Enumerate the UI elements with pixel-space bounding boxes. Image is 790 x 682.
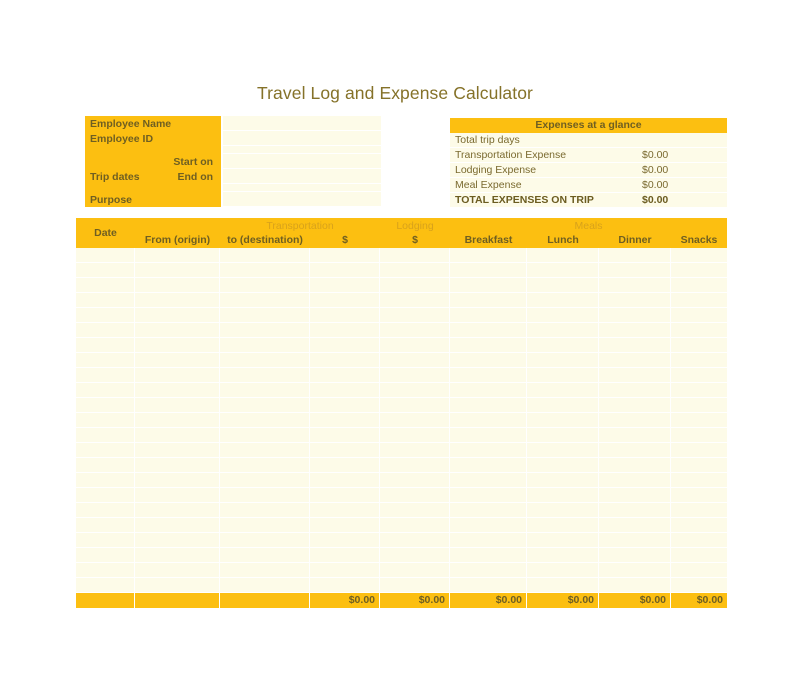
table-cell-from[interactable] [135, 293, 220, 307]
table-cell-lodging_amount[interactable] [380, 353, 450, 367]
table-cell-lunch[interactable] [527, 368, 599, 382]
table-cell-transport_amount[interactable] [310, 293, 380, 307]
table-cell-date[interactable] [76, 368, 135, 382]
table-cell-breakfast[interactable] [450, 533, 527, 547]
table-cell-to[interactable] [220, 533, 310, 547]
travel-log-totals-row [76, 593, 727, 608]
table-cell-lodging_amount[interactable] [380, 533, 450, 547]
table-cell-lunch[interactable] [527, 353, 599, 367]
table-cell-from[interactable] [135, 563, 220, 577]
table-cell-date[interactable] [76, 458, 135, 472]
info-spacer-bottom [85, 184, 221, 192]
table-cell-from[interactable] [135, 278, 220, 292]
table-row [76, 263, 727, 278]
table-cell-to[interactable] [220, 563, 310, 577]
table-cell-lodging_amount[interactable] [380, 578, 450, 592]
end-on-label: End on [177, 170, 214, 183]
table-row [76, 533, 727, 548]
table-cell-lunch[interactable] [527, 533, 599, 547]
table-cell-transport_amount[interactable] [310, 278, 380, 292]
table-cell-lodging_amount[interactable] [380, 248, 450, 262]
table-cell-date[interactable] [76, 428, 135, 442]
table-row [76, 548, 727, 563]
table-cell-breakfast[interactable] [450, 383, 527, 397]
table-row [76, 248, 727, 263]
column-header-lodging_amount: $ [412, 234, 418, 246]
table-cell-date[interactable] [76, 533, 135, 547]
table-cell-from[interactable] [135, 533, 220, 547]
table-cell-snacks[interactable] [671, 458, 727, 472]
table-cell-date[interactable] [76, 323, 135, 337]
table-cell-lunch[interactable] [527, 443, 599, 457]
table-cell-lodging_amount[interactable] [380, 368, 450, 382]
total-cell-transport_amount: $0.00 [310, 593, 380, 608]
table-cell-date[interactable] [76, 248, 135, 262]
employee-name-input[interactable] [223, 116, 381, 131]
table-cell-lunch[interactable] [527, 518, 599, 532]
table-cell-lodging_amount[interactable] [380, 293, 450, 307]
total-cell-from [135, 593, 220, 608]
table-cell-lodging_amount[interactable] [380, 488, 450, 502]
label-trip-start [85, 154, 221, 169]
table-cell-snacks[interactable] [671, 278, 727, 292]
column-group-header-transportation: Transportation [266, 220, 334, 232]
table-cell-breakfast[interactable] [450, 308, 527, 322]
table-cell-dinner[interactable] [599, 248, 671, 262]
table-cell-to[interactable] [220, 518, 310, 532]
table-cell-breakfast[interactable] [450, 323, 527, 337]
column-header-snacks: Snacks [680, 234, 718, 246]
table-cell-dinner[interactable] [599, 533, 671, 547]
table-cell-breakfast[interactable] [450, 458, 527, 472]
table-cell-lunch[interactable] [527, 458, 599, 472]
employee-info-labels [85, 116, 221, 207]
table-cell-snacks[interactable] [671, 578, 727, 592]
table-cell-transport_amount[interactable] [310, 413, 380, 427]
table-cell-snacks[interactable] [671, 473, 727, 487]
table-cell-dinner[interactable] [599, 488, 671, 502]
table-cell-transport_amount[interactable] [310, 383, 380, 397]
table-cell-lunch[interactable] [527, 578, 599, 592]
expense-summary-value: $0.00 [642, 179, 669, 191]
table-cell-breakfast[interactable] [450, 413, 527, 427]
table-cell-date[interactable] [76, 443, 135, 457]
table-cell-transport_amount[interactable] [310, 263, 380, 277]
travel-log-body [76, 248, 727, 593]
table-cell-breakfast[interactable] [450, 263, 527, 277]
expenses-at-a-glance-panel [450, 118, 727, 208]
table-row [76, 518, 727, 533]
table-cell-transport_amount[interactable] [310, 473, 380, 487]
table-cell-snacks[interactable] [671, 443, 727, 457]
table-cell-date[interactable] [76, 398, 135, 412]
table-cell-transport_amount[interactable] [310, 488, 380, 502]
table-cell-breakfast[interactable] [450, 278, 527, 292]
column-header-breakfast: Breakfast [464, 234, 513, 246]
table-cell-lodging_amount[interactable] [380, 428, 450, 442]
table-cell-transport_amount[interactable] [310, 248, 380, 262]
trip-end-date-input[interactable] [223, 169, 381, 184]
table-cell-from[interactable] [135, 488, 220, 502]
expense-summary-row [450, 133, 727, 148]
table-cell-from[interactable] [135, 428, 220, 442]
table-cell-from[interactable] [135, 338, 220, 352]
table-cell-to[interactable] [220, 458, 310, 472]
table-cell-lunch[interactable] [527, 323, 599, 337]
column-header-from: From (origin) [144, 234, 211, 246]
expense-summary-value: $0.00 [642, 194, 669, 206]
table-cell-lodging_amount[interactable] [380, 383, 450, 397]
table-cell-snacks[interactable] [671, 263, 727, 277]
table-cell-dinner[interactable] [599, 503, 671, 517]
table-cell-snacks[interactable] [671, 533, 727, 547]
table-cell-from[interactable] [135, 263, 220, 277]
table-cell-breakfast[interactable] [450, 503, 527, 517]
table-cell-breakfast[interactable] [450, 548, 527, 562]
expense-summary-label: Transportation Expense [455, 149, 567, 161]
table-cell-snacks[interactable] [671, 323, 727, 337]
column-header-to: to (destination) [227, 234, 303, 246]
table-cell-lodging_amount[interactable] [380, 548, 450, 562]
table-cell-date[interactable] [76, 548, 135, 562]
label-employee-name [85, 116, 221, 131]
table-cell-snacks[interactable] [671, 308, 727, 322]
trip-start-date-input[interactable] [223, 154, 381, 169]
table-cell-lunch[interactable] [527, 503, 599, 517]
column-group-header-lodging: Lodging [396, 220, 434, 232]
employee-info-block [85, 116, 381, 207]
table-cell-transport_amount[interactable] [310, 578, 380, 592]
table-cell-breakfast[interactable] [450, 398, 527, 412]
table-cell-dinner[interactable] [599, 518, 671, 532]
table-cell-snacks[interactable] [671, 488, 727, 502]
table-cell-dinner[interactable] [599, 428, 671, 442]
purpose-label: Purpose [90, 193, 133, 206]
total-cell-lunch: $0.00 [527, 593, 599, 608]
table-row [76, 413, 727, 428]
employee-name-label: Employee Name [90, 117, 172, 130]
table-row [76, 308, 727, 323]
table-cell-to[interactable] [220, 293, 310, 307]
table-cell-from[interactable] [135, 413, 220, 427]
table-cell-transport_amount[interactable] [310, 563, 380, 577]
expense-summary-row [450, 178, 727, 193]
table-cell-transport_amount[interactable] [310, 428, 380, 442]
table-cell-breakfast[interactable] [450, 578, 527, 592]
table-row [76, 473, 727, 488]
table-cell-dinner[interactable] [599, 323, 671, 337]
table-cell-transport_amount[interactable] [310, 323, 380, 337]
expense-summary-row [450, 163, 727, 178]
table-cell-lunch[interactable] [527, 248, 599, 262]
label-employee-id [85, 131, 221, 146]
table-cell-lodging_amount[interactable] [380, 338, 450, 352]
travel-log-header [76, 218, 727, 248]
table-cell-dinner[interactable] [599, 443, 671, 457]
table-cell-date[interactable] [76, 578, 135, 592]
table-cell-transport_amount[interactable] [310, 518, 380, 532]
start-on-label: Start on [173, 155, 214, 168]
table-cell-to[interactable] [220, 323, 310, 337]
table-cell-breakfast[interactable] [450, 443, 527, 457]
table-cell-dinner[interactable] [599, 263, 671, 277]
table-cell-to[interactable] [220, 428, 310, 442]
info-spacer-top [85, 146, 221, 154]
table-cell-lunch[interactable] [527, 308, 599, 322]
employee-info-fields [223, 116, 381, 207]
expense-summary-label: Meal Expense [455, 179, 522, 191]
table-cell-snacks[interactable] [671, 398, 727, 412]
table-cell-lodging_amount[interactable] [380, 323, 450, 337]
label-trip-dates-end [85, 169, 221, 184]
table-cell-from[interactable] [135, 458, 220, 472]
table-cell-breakfast[interactable] [450, 293, 527, 307]
table-cell-snacks[interactable] [671, 413, 727, 427]
table-cell-to[interactable] [220, 578, 310, 592]
table-row [76, 503, 727, 518]
column-group-header-meals: Meals [574, 220, 603, 232]
table-cell-lunch[interactable] [527, 383, 599, 397]
table-cell-transport_amount[interactable] [310, 308, 380, 322]
table-cell-from[interactable] [135, 548, 220, 562]
table-cell-dinner[interactable] [599, 413, 671, 427]
table-row [76, 323, 727, 338]
total-cell-lodging_amount: $0.00 [380, 593, 450, 608]
table-cell-date[interactable] [76, 263, 135, 277]
table-row [76, 398, 727, 413]
table-row [76, 443, 727, 458]
table-cell-date[interactable] [76, 413, 135, 427]
table-cell-lodging_amount[interactable] [380, 398, 450, 412]
table-cell-dinner[interactable] [599, 338, 671, 352]
table-cell-date[interactable] [76, 503, 135, 517]
table-cell-lunch[interactable] [527, 548, 599, 562]
table-cell-lodging_amount[interactable] [380, 473, 450, 487]
table-cell-date[interactable] [76, 353, 135, 367]
column-header-transport_amount: $ [342, 234, 348, 246]
expenses-at-a-glance-title: Expenses at a glance [450, 118, 727, 133]
table-cell-snacks[interactable] [671, 248, 727, 262]
table-cell-lunch[interactable] [527, 413, 599, 427]
table-cell-snacks[interactable] [671, 293, 727, 307]
table-cell-from[interactable] [135, 308, 220, 322]
table-cell-to[interactable] [220, 488, 310, 502]
table-cell-snacks[interactable] [671, 368, 727, 382]
table-cell-from[interactable] [135, 383, 220, 397]
table-cell-dinner[interactable] [599, 353, 671, 367]
table-cell-to[interactable] [220, 383, 310, 397]
total-cell-date [76, 593, 135, 608]
expense-summary-value: $0.00 [642, 164, 669, 176]
employee-id-input[interactable] [223, 131, 381, 146]
table-row [76, 383, 727, 398]
field-spacer-bottom [223, 184, 381, 192]
table-cell-date[interactable] [76, 383, 135, 397]
table-cell-lunch[interactable] [527, 278, 599, 292]
table-cell-transport_amount[interactable] [310, 398, 380, 412]
table-cell-breakfast[interactable] [450, 338, 527, 352]
table-cell-from[interactable] [135, 443, 220, 457]
total-cell-snacks: $0.00 [671, 593, 727, 608]
table-cell-to[interactable] [220, 413, 310, 427]
table-cell-breakfast[interactable] [450, 428, 527, 442]
page-title: Travel Log and Expense Calculator [256, 83, 533, 103]
table-cell-breakfast[interactable] [450, 518, 527, 532]
table-cell-from[interactable] [135, 473, 220, 487]
table-cell-lodging_amount[interactable] [380, 278, 450, 292]
table-cell-to[interactable] [220, 503, 310, 517]
table-cell-lodging_amount[interactable] [380, 503, 450, 517]
table-cell-dinner[interactable] [599, 563, 671, 577]
total-cell-to [220, 593, 310, 608]
table-cell-snacks[interactable] [671, 518, 727, 532]
expense-summary-row [450, 148, 727, 163]
purpose-input[interactable] [223, 192, 381, 207]
table-cell-transport_amount[interactable] [310, 533, 380, 547]
table-cell-lunch[interactable] [527, 488, 599, 502]
table-cell-date[interactable] [76, 518, 135, 532]
expense-summary-row [450, 193, 727, 208]
table-cell-to[interactable] [220, 338, 310, 352]
table-cell-snacks[interactable] [671, 428, 727, 442]
table-cell-transport_amount[interactable] [310, 458, 380, 472]
table-cell-to[interactable] [220, 263, 310, 277]
table-cell-dinner[interactable] [599, 473, 671, 487]
table-cell-lunch[interactable] [527, 428, 599, 442]
total-cell-breakfast: $0.00 [450, 593, 527, 608]
table-cell-transport_amount[interactable] [310, 548, 380, 562]
table-cell-to[interactable] [220, 368, 310, 382]
travel-log-table [76, 218, 727, 608]
column-header-date: Date [94, 227, 117, 239]
table-cell-lodging_amount[interactable] [380, 413, 450, 427]
table-cell-to[interactable] [220, 548, 310, 562]
expense-summary-label: Lodging Expense [455, 164, 537, 176]
table-cell-lunch[interactable] [527, 263, 599, 277]
table-cell-snacks[interactable] [671, 548, 727, 562]
table-cell-date[interactable] [76, 293, 135, 307]
column-header-lunch: Lunch [547, 234, 579, 246]
table-cell-lodging_amount[interactable] [380, 443, 450, 457]
table-cell-from[interactable] [135, 248, 220, 262]
total-cell-dinner: $0.00 [599, 593, 671, 608]
table-cell-snacks[interactable] [671, 563, 727, 577]
table-cell-date[interactable] [76, 473, 135, 487]
table-cell-transport_amount[interactable] [310, 338, 380, 352]
table-cell-dinner[interactable] [599, 278, 671, 292]
table-cell-transport_amount[interactable] [310, 443, 380, 457]
table-cell-lodging_amount[interactable] [380, 458, 450, 472]
table-cell-dinner[interactable] [599, 578, 671, 592]
table-cell-to[interactable] [220, 308, 310, 322]
table-cell-from[interactable] [135, 323, 220, 337]
expense-summary-label: TOTAL EXPENSES ON TRIP [455, 194, 594, 206]
table-cell-snacks[interactable] [671, 338, 727, 352]
trip-dates-label: Trip dates [90, 170, 140, 183]
table-cell-dinner[interactable] [599, 548, 671, 562]
table-cell-to[interactable] [220, 443, 310, 457]
table-cell-from[interactable] [135, 368, 220, 382]
table-cell-lunch[interactable] [527, 338, 599, 352]
table-cell-lodging_amount[interactable] [380, 308, 450, 322]
table-cell-date[interactable] [76, 563, 135, 577]
table-cell-breakfast[interactable] [450, 473, 527, 487]
expense-summary-value: $0.00 [642, 149, 669, 161]
table-cell-lunch[interactable] [527, 563, 599, 577]
table-row [76, 458, 727, 473]
table-row [76, 578, 727, 593]
expenses-summary-rows [450, 133, 727, 208]
table-cell-to[interactable] [220, 278, 310, 292]
table-cell-from[interactable] [135, 578, 220, 592]
table-cell-lodging_amount[interactable] [380, 263, 450, 277]
table-cell-transport_amount[interactable] [310, 368, 380, 382]
table-cell-to[interactable] [220, 248, 310, 262]
table-row [76, 353, 727, 368]
table-row [76, 293, 727, 308]
table-row [76, 488, 727, 503]
table-cell-transport_amount[interactable] [310, 503, 380, 517]
table-cell-date[interactable] [76, 338, 135, 352]
table-cell-breakfast[interactable] [450, 368, 527, 382]
table-cell-date[interactable] [76, 278, 135, 292]
table-cell-dinner[interactable] [599, 293, 671, 307]
table-cell-from[interactable] [135, 398, 220, 412]
table-row [76, 368, 727, 383]
table-cell-breakfast[interactable] [450, 563, 527, 577]
table-cell-dinner[interactable] [599, 383, 671, 397]
table-row [76, 338, 727, 353]
table-cell-snacks[interactable] [671, 353, 727, 367]
table-cell-to[interactable] [220, 398, 310, 412]
table-cell-snacks[interactable] [671, 383, 727, 397]
table-cell-breakfast[interactable] [450, 488, 527, 502]
table-cell-transport_amount[interactable] [310, 353, 380, 367]
table-cell-lodging_amount[interactable] [380, 518, 450, 532]
table-row [76, 278, 727, 293]
field-spacer-top [223, 146, 381, 154]
table-cell-from[interactable] [135, 353, 220, 367]
table-cell-breakfast[interactable] [450, 353, 527, 367]
table-cell-lunch[interactable] [527, 473, 599, 487]
table-row [76, 428, 727, 443]
table-row [76, 563, 727, 578]
column-header-dinner: Dinner [618, 234, 652, 246]
employee-id-label: Employee ID [90, 132, 154, 145]
table-cell-lodging_amount[interactable] [380, 563, 450, 577]
table-cell-snacks[interactable] [671, 503, 727, 517]
table-cell-breakfast[interactable] [450, 248, 527, 262]
table-cell-date[interactable] [76, 488, 135, 502]
table-cell-lunch[interactable] [527, 293, 599, 307]
table-cell-to[interactable] [220, 353, 310, 367]
table-cell-dinner[interactable] [599, 458, 671, 472]
table-cell-dinner[interactable] [599, 398, 671, 412]
label-purpose [85, 192, 221, 207]
expense-summary-label: Total trip days [455, 134, 520, 146]
table-cell-to[interactable] [220, 473, 310, 487]
table-cell-dinner[interactable] [599, 368, 671, 382]
table-cell-date[interactable] [76, 308, 135, 322]
table-cell-lunch[interactable] [527, 398, 599, 412]
table-cell-from[interactable] [135, 518, 220, 532]
table-cell-dinner[interactable] [599, 308, 671, 322]
table-cell-from[interactable] [135, 503, 220, 517]
